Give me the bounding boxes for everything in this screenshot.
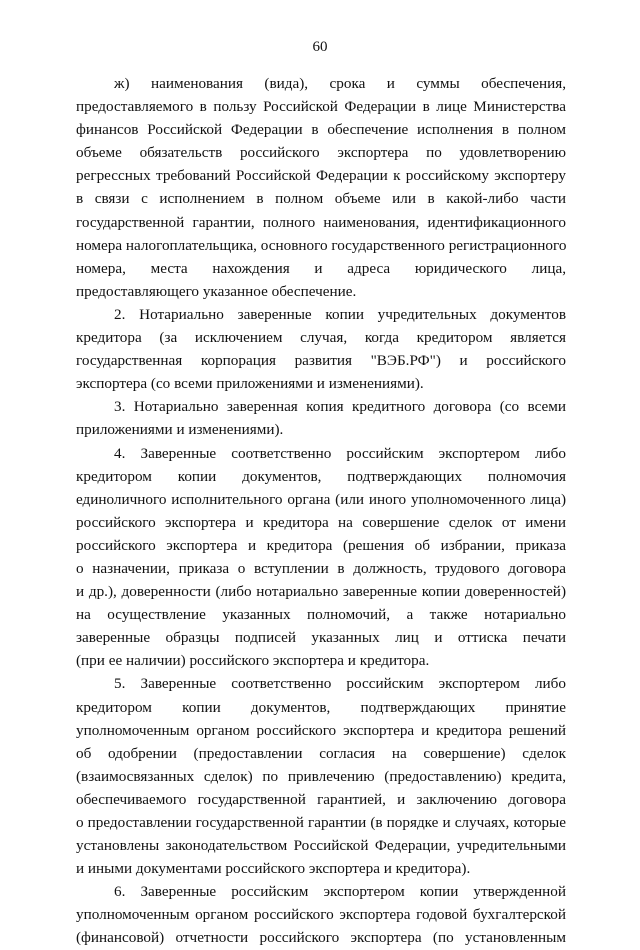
text-line: 5. Заверенные соответственно российским экспортером либо [114, 675, 566, 693]
text-line: обеспечиваемого государственной гарантией, и заключению договора [76, 790, 566, 808]
document-body [76, 72, 566, 950]
text-line: 6. Заверенные российским экспортером копии утвержденной [114, 883, 566, 901]
paragraph-2 [76, 303, 566, 395]
text-line: и иными документами российского экспортера и кредитора). [76, 860, 471, 878]
text-line: установлены законодательством Российской Федерации, учредительными [76, 837, 566, 855]
text-line: объеме обязательств российского экспортера по удовлетворению [76, 144, 566, 162]
text-line: (при ее наличии) российского экспортера и кредитора. [76, 652, 430, 670]
text-line: экспортера (со всеми приложениями и изменениями). [76, 375, 424, 393]
text-line: кредитором копии документов, подтверждающих принятие [76, 698, 566, 716]
text-line: в связи с исполнением в полном объеме или в какой-либо части [76, 190, 566, 208]
page-number: 60 [312, 39, 328, 55]
text-line: российского экспортера и кредитора (решения об избрании, приказа [76, 536, 566, 554]
text-line: 4. Заверенные соответственно российским экспортером либо [114, 444, 566, 462]
text-line: финансов Российской Федерации в обеспечение исполнения в полном [76, 121, 566, 139]
text-line: ж) наименования (вида), срока и суммы обеспечения, [114, 75, 566, 92]
text-line: номера налогоплательщика, основного государственного регистрационного [76, 236, 567, 254]
text-line: (взаимосвязанных сделок) по привлечению (предоставлению) кредита, [76, 767, 566, 785]
text-line: предоставляемого в пользу Российской Федерации в лице Министерства [76, 98, 566, 116]
text-line: уполномоченным органом российского экспортера годовой бухгалтерской [76, 906, 566, 924]
text-line: о предоставлении государственной гарантии (в порядке и случаях, которые [76, 814, 566, 831]
text-line: о назначении, приказа о вступлении в должность, трудового договора [76, 559, 566, 577]
text-line: уполномоченным органом российского экспортера и кредитора решений [76, 721, 566, 739]
text-line: кредитором копии документов, подтверждающих полномочия [76, 467, 566, 485]
text-line: заверенные образцы подписей указанных лиц и оттиска печати [76, 629, 566, 647]
text-line: и др.), доверенности (либо нотариально заверенные копии доверенностей) [76, 583, 566, 601]
text-line: 2. Нотариально заверенные копии учредительных документов [114, 305, 566, 323]
text-line: единоличного исполнительного органа (или иного уполномоченного лица) [76, 490, 566, 508]
text-line: (финансовой) отчетности российского экспортера (по установленным [76, 929, 566, 947]
text-line: предоставляющего указанное обеспечение. [76, 282, 357, 300]
paragraph-5 [76, 672, 566, 880]
text-line: российского экспортера и кредитора на совершение сделок от имени [76, 513, 566, 531]
paragraph-item-zh [76, 72, 566, 303]
text-line: на осуществление указанных полномочий, а также нотариально [76, 606, 566, 624]
text-line: государственной гарантии, полного наименования, идентификационного [76, 213, 566, 231]
paragraph-6 [76, 880, 566, 949]
paragraph-4 [76, 442, 566, 673]
text-line: номера, места нахождения и адреса юридического лица, [76, 259, 566, 277]
paragraph-3 [76, 395, 566, 441]
text-line: 3. Нотариально заверенная копия кредитного договора (со всеми [114, 398, 566, 416]
text-line: кредитора (за исключением случая, когда кредитором является [76, 329, 566, 347]
text-line: государственная корпорация развития "ВЭБ.РФ") и российского [76, 352, 566, 370]
text-line: регрессных требований Российской Федерации к российскому экспортеру [76, 167, 566, 185]
text-line: приложениями и изменениями). [76, 421, 284, 439]
text-line: об одобрении (предоставлении согласия на совершение) сделок [76, 744, 566, 762]
